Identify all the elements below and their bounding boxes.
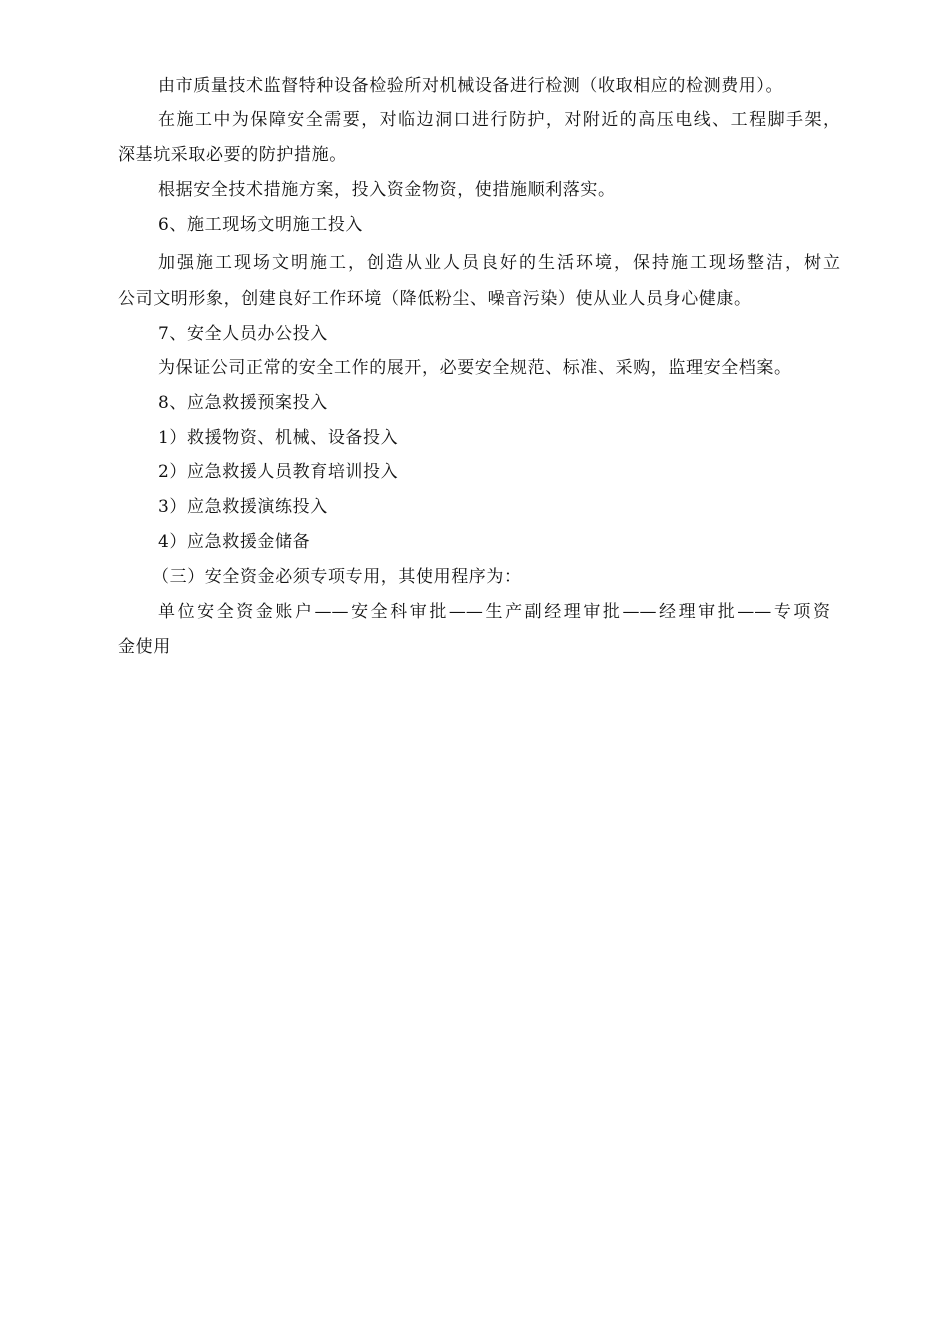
paragraph-funding-line: 根据安全技术措施方案，投入资金物资，使措施顺利落实。	[158, 180, 616, 200]
heading-safety-office: 7、安全人员办公投入	[158, 324, 328, 344]
paragraph-approval-line-1: 单位安全资金账户——安全科审批——生产副经理审批——经理审批——专项资	[158, 602, 830, 622]
paragraph-protection-line-2: 深基坑采取必要的防护措施。	[118, 145, 347, 165]
list-item-emergency-4: 4）应急救援金储备	[158, 532, 311, 552]
paragraph-safety-office: 为保证公司正常的安全工作的展开，必要安全规范、标准、采购，监理安全档案。	[158, 358, 792, 378]
list-item-emergency-3: 3）应急救援演练投入	[158, 497, 328, 517]
heading-special-funds: （三）安全资金必须专项专用，其使用程序为：	[152, 567, 522, 587]
list-item-emergency-2: 2）应急救援人员教育培训投入	[158, 462, 399, 482]
list-item-emergency-1: 1）救援物资、机械、设备投入	[158, 428, 399, 448]
paragraph-civilized-line-2: 公司文明形象，创建良好工作环境（降低粉尘、噪音污染）使从业人员身心健康。	[118, 289, 752, 309]
paragraph-protection-line-1: 在施工中为保障安全需要，对临边洞口进行防护，对附近的高压电线、工程脚手架，	[158, 110, 840, 130]
paragraph-civilized-line-1: 加强施工现场文明施工，创造从业人员良好的生活环境，保持施工现场整洁，树立	[158, 253, 840, 273]
paragraph-inspection-line: 由市质量技术监督特种设备检验所对机械设备进行检测（收取相应的检测费用）。	[158, 76, 784, 96]
heading-civilized-construction: 6、施工现场文明施工投入	[158, 215, 364, 235]
paragraph-approval-line-2: 金使用	[118, 637, 171, 657]
heading-emergency-plan: 8、应急救援预案投入	[158, 393, 328, 413]
